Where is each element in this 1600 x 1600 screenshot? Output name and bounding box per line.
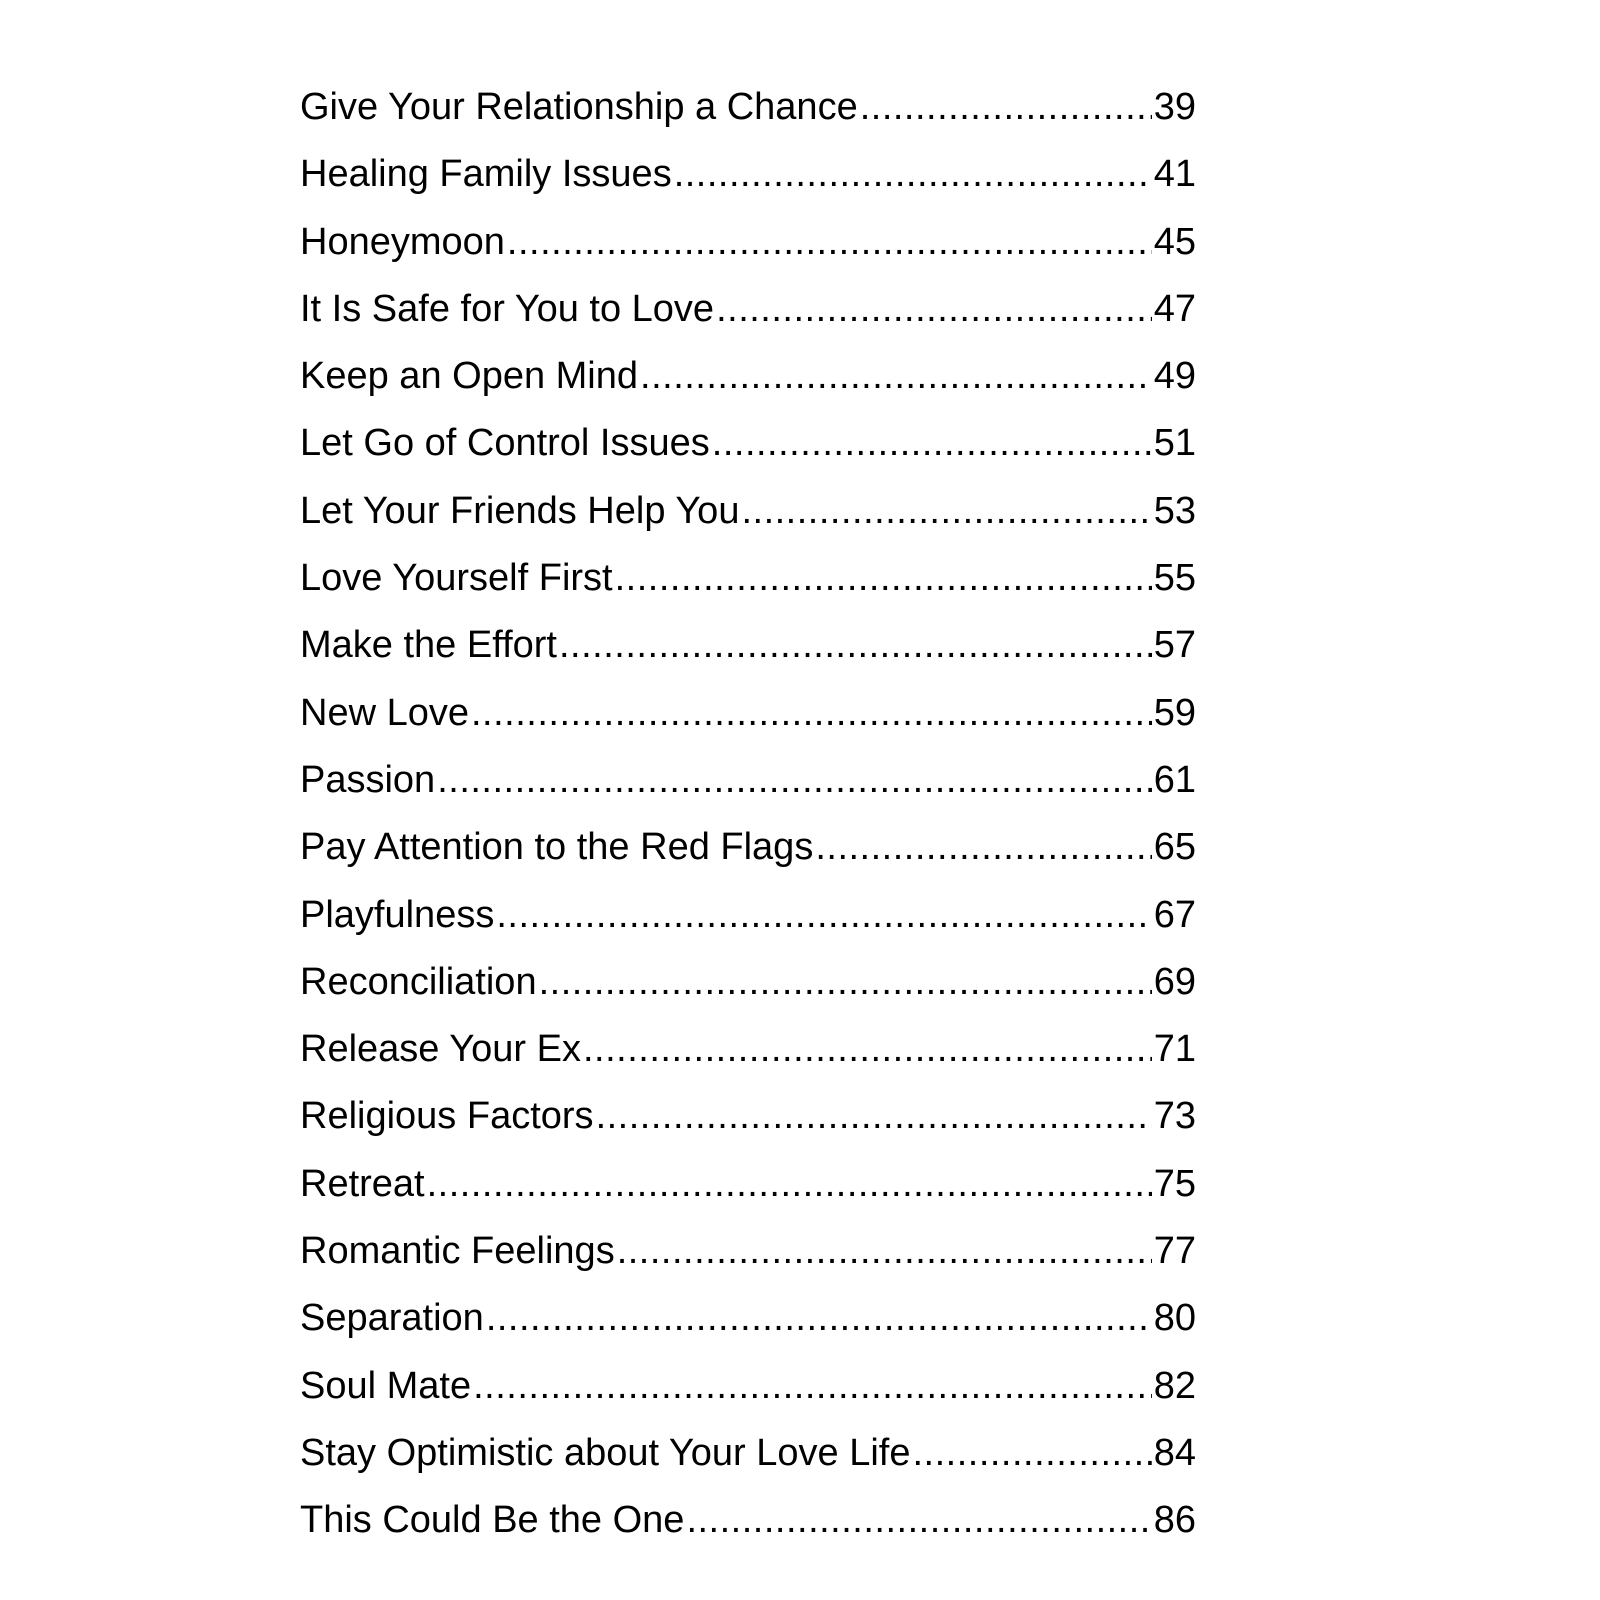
toc-entry[interactable] xyxy=(300,814,1196,881)
toc-entry-title: Healing Family Issues xyxy=(300,153,672,196)
toc-entry-page: 86 xyxy=(1153,1499,1196,1542)
dot-leader xyxy=(473,1353,1152,1420)
toc-entry-page: 82 xyxy=(1153,1364,1196,1407)
toc-entry[interactable] xyxy=(300,74,1196,141)
dot-leader xyxy=(674,141,1152,208)
toc-entry-page: 39 xyxy=(1153,86,1196,128)
toc-entry-title: Playfulness xyxy=(300,893,495,936)
toc-entry[interactable] xyxy=(300,141,1196,208)
toc-entry-title: This Could Be the One xyxy=(300,1499,685,1542)
toc-entry[interactable] xyxy=(300,747,1196,814)
table-of-contents xyxy=(300,74,1196,1555)
toc-entry-title: Let Go of Control Issues xyxy=(300,422,710,465)
toc-entry[interactable] xyxy=(300,276,1196,343)
toc-entry[interactable] xyxy=(300,545,1196,612)
toc-entry-page: 67 xyxy=(1153,893,1196,936)
toc-entry-title: Pay Attention to the Red Flags xyxy=(300,826,814,869)
toc-entry-page: 73 xyxy=(1153,1095,1196,1138)
dot-leader xyxy=(583,1016,1152,1083)
toc-entry-page: 71 xyxy=(1153,1028,1196,1071)
toc-entry[interactable] xyxy=(300,1083,1196,1150)
toc-entry[interactable] xyxy=(300,1218,1196,1285)
toc-entry-page: 59 xyxy=(1153,691,1196,734)
toc-entry[interactable] xyxy=(300,949,1196,1016)
toc-entry-page: 53 xyxy=(1153,489,1196,532)
toc-entry-title: Separation xyxy=(300,1297,484,1340)
toc-entry[interactable] xyxy=(300,1016,1196,1083)
toc-entry[interactable] xyxy=(300,1487,1196,1554)
dot-leader xyxy=(615,545,1152,612)
toc-entry[interactable] xyxy=(300,1353,1196,1420)
toc-entry-page: 45 xyxy=(1153,220,1196,263)
dot-leader xyxy=(815,814,1151,881)
toc-entry[interactable] xyxy=(300,343,1196,410)
toc-entry-page: 49 xyxy=(1153,355,1196,398)
toc-entry-page: 51 xyxy=(1153,422,1196,465)
toc-entry-page: 69 xyxy=(1153,960,1196,1003)
dot-leader xyxy=(437,747,1152,814)
toc-entry-title: Keep an Open Mind xyxy=(300,355,639,398)
toc-entry[interactable] xyxy=(300,209,1196,276)
toc-entry[interactable] xyxy=(300,1285,1196,1352)
toc-entry-page: 55 xyxy=(1153,557,1196,600)
toc-entry-page: 84 xyxy=(1153,1431,1196,1474)
dot-leader xyxy=(640,343,1152,410)
toc-entry[interactable] xyxy=(300,882,1196,949)
toc-entry-title: Passion xyxy=(300,758,436,801)
toc-entry[interactable] xyxy=(300,1151,1196,1218)
toc-entry-title: Religious Factors xyxy=(300,1095,594,1138)
dot-leader xyxy=(471,680,1152,747)
dot-leader xyxy=(427,1151,1152,1218)
dot-leader xyxy=(486,1285,1152,1352)
toc-entry[interactable] xyxy=(300,478,1196,545)
dot-leader xyxy=(596,1083,1152,1150)
toc-entry[interactable] xyxy=(300,410,1196,477)
toc-entry-page: 65 xyxy=(1153,826,1196,869)
toc-entry-title: Honeymoon xyxy=(300,220,505,263)
toc-entry-page: 61 xyxy=(1153,758,1196,801)
toc-entry-page: 41 xyxy=(1153,153,1196,196)
toc-entry-page: 47 xyxy=(1153,287,1196,330)
toc-entry-title: It Is Safe for You to Love xyxy=(300,287,715,330)
dot-leader xyxy=(716,276,1152,343)
toc-entry-title: Release Your Ex xyxy=(300,1028,581,1071)
dot-leader xyxy=(507,209,1152,276)
toc-entry-title: New Love xyxy=(300,691,469,734)
toc-entry[interactable] xyxy=(300,612,1196,679)
dot-leader xyxy=(686,1487,1151,1554)
toc-entry-title: Retreat xyxy=(300,1162,425,1205)
toc-entry-page: 80 xyxy=(1153,1297,1196,1340)
toc-entry[interactable] xyxy=(300,1420,1196,1487)
toc-entry-title: Romantic Feelings xyxy=(300,1230,615,1273)
toc-entry-title: Stay Optimistic about Your Love Life xyxy=(300,1431,911,1474)
toc-entry-page: 77 xyxy=(1153,1230,1196,1273)
toc-entry-title: Give Your Relationship a Chance xyxy=(300,86,858,128)
dot-leader xyxy=(860,74,1152,141)
toc-entry-page: 75 xyxy=(1153,1162,1196,1205)
dot-leader xyxy=(712,410,1152,477)
toc-entry-title: Soul Mate xyxy=(300,1364,472,1407)
dot-leader xyxy=(539,949,1152,1016)
toc-entry[interactable] xyxy=(300,680,1196,747)
dot-leader xyxy=(912,1420,1151,1487)
toc-entry-title: Love Yourself First xyxy=(300,557,613,600)
toc-entry-title: Reconciliation xyxy=(300,960,537,1003)
dot-leader xyxy=(559,612,1152,679)
dot-leader xyxy=(617,1218,1152,1285)
dot-leader xyxy=(496,882,1151,949)
toc-entry-title: Let Your Friends Help You xyxy=(300,489,740,532)
dot-leader xyxy=(741,478,1151,545)
toc-entry-title: Make the Effort xyxy=(300,624,557,667)
toc-entry-page: 57 xyxy=(1153,624,1196,667)
